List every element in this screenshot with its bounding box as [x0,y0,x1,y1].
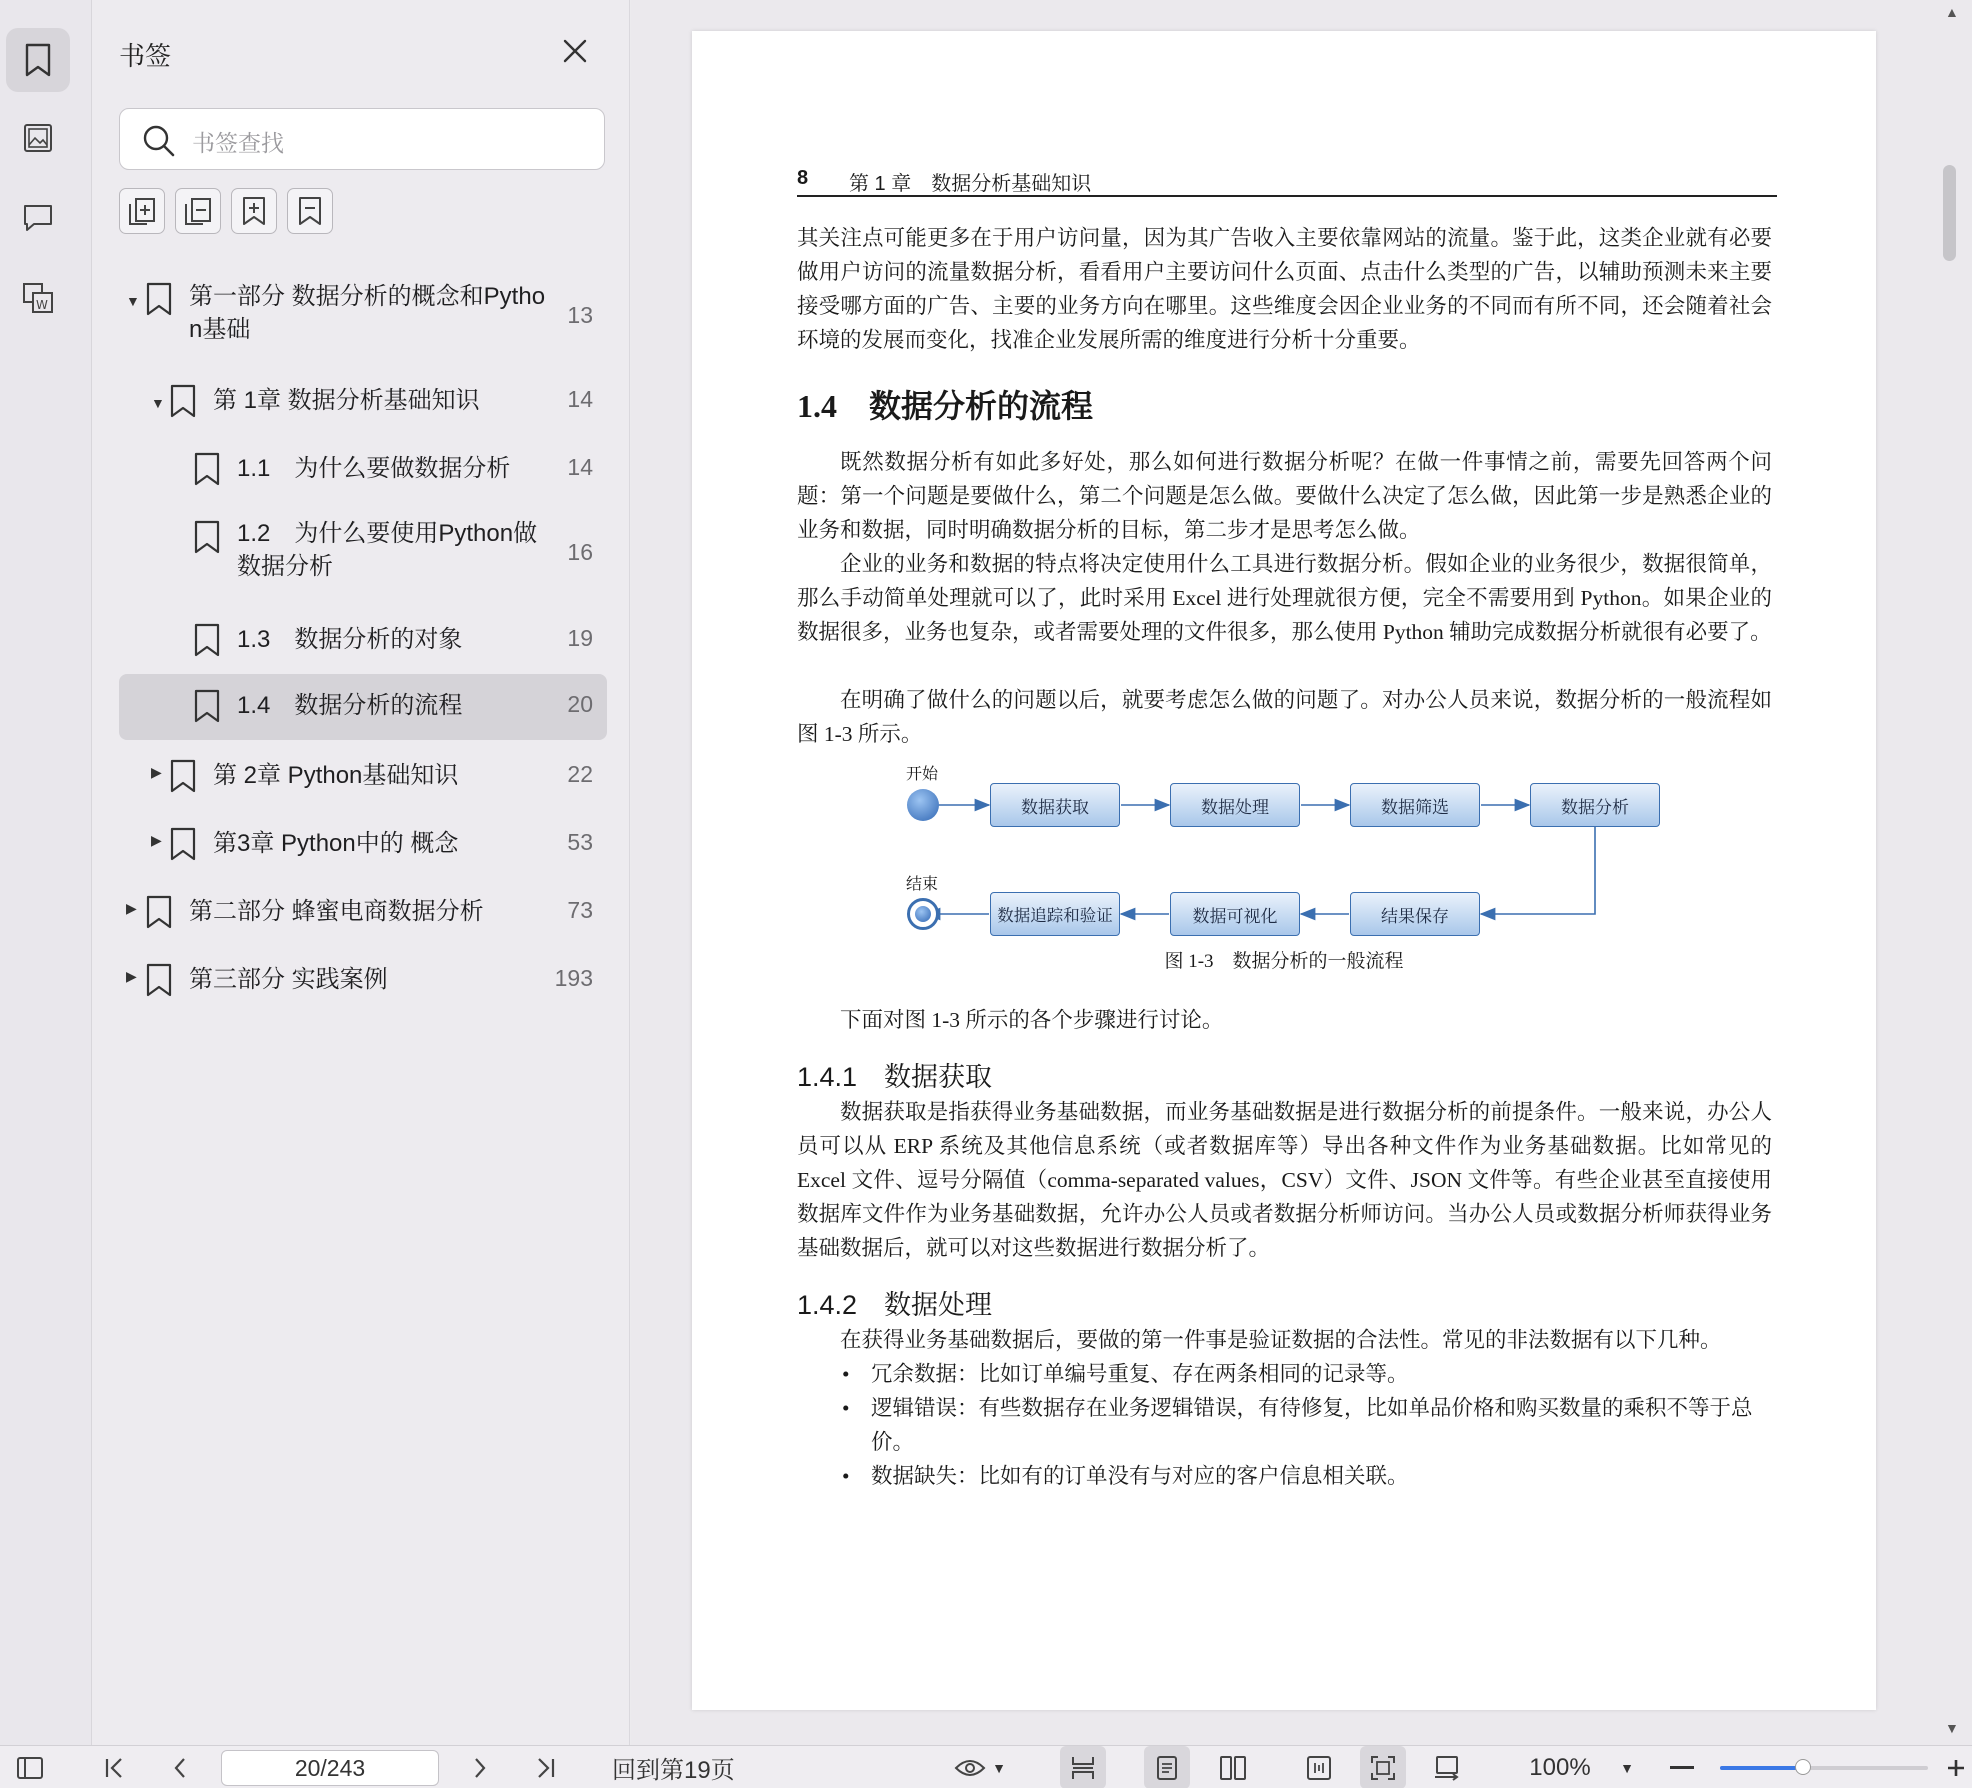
chevron-right-icon[interactable]: ▶ [151,832,162,848]
bookmark-add-icon [239,196,269,226]
sidebar-rail [0,0,92,1745]
flow-start-label: 开始 [906,766,939,783]
bottom-toolbar [0,1745,1972,1788]
bookmark-icon [193,689,221,723]
list-item-text: 逻辑错误：有些数据存在业务逻辑错误，有待修复，比如单品价格和购买数量的乘积不等于总价。 [871,1396,1753,1454]
paragraph: 数据获取是指获得业务基础数据，而业务基础数据是进行数据分析的前提条件。一般来说，办公人员可以从 ERP 系统及其他信息系统（或者数据库等）导出各种文件作为业务基础数据。比如常见的 Excel 文件、逗号分隔值（comma-separated values，CSV）文件、JSON 文件等。有些企业甚至直接使用数据库文件作为业务基础数据，允许办公人员或者数据分析师访问。当办公人员或数据分析师获得业务基础数据后，就可以对这些数据进行数据分析了。 [797,1100,1772,1260]
zoom-in-button[interactable] [1944,1746,1968,1788]
bookmark-page: 13 [567,302,593,328]
document-page: 8 第 1 章 数据分析基础知识 其关注点可能更多在于用户访问量，因为其广告收入主要依靠网站的流量。鉴于此，这类企业就有必要做用户访问的流量数据分析，看看用户主要访问什么页面、点击什么类型的广告，以辅助预测未来主要接受哪方面的广告、主要的业务方向在哪里。这些维度会因企业业务的不同而有所不同，还会随着社会环境的发展而变化，找准企业发展所需的维度进行分析十分重要。 1.4 数据分析的流程 既然数据分析有如此多好处，那么如何进行数据分析呢？在做一件事情之前，需要先回答两个问题：第一个问题是要做什么，第二个问题是怎么做。要做什么决定了怎么做，因此第一步是熟悉企业的业务和数据，同时明确数据分析的目标，第二步才是思考怎么做。 企业的业务和数据的特点将决定使用什么工具进行数据分析。假如企业的业务很少，数据很简单，那么手动简单处理就可以了，此时采用 Excel 进行处理就很方便，完全不需要用到 Python。如果企业的数据很多，业务也复杂，或者需要处理的文件很多，那么使用 Python 辅助完成数据分析就很有必要了。 在明确了做什么的问题以后，就要考虑怎么做的问题了。对办公人员来说，数据分析的一般流程如图 1-3 所示。 开始 数据获取 数据处理 数据筛选 数据分析 结束 数据追踪和验证 数据可视化 结果保存 图 1-3 数据分析的一般流程 下面对图 1-3 所示的各个步骤进行讨论。 1.4.1 数据获取 数据获取是指获得业务基础数据，而业务基础数据是进行数据分析的前提条件。一般来说，办公人员可以从 ERP 系统及其他信息系统（或者数据库等）导出各种文件作为业务基础数据。比如常见的 Excel 文件、逗号分隔值（comma-separated values，CSV）文件、JSON 文件等。有些企业甚至直接使用数据库文件作为业务基础数据，允许办公人员或者数据分析师访问。当办公人员或数据分析师获得业务基础数据后，就可以对这些数据进行数据分析了。 1.4.2 数据处理 在获得业务基础数据后，要做的第一件事是验证数据的合法性。常见的非法数据有以下几种。 • 冗余数据：比如订单编号重复、存在两条相同的记录等。 • 逻辑错误：有些数据存在业务逻辑错误，有待修复，比如单品价格和购买数量的乘积不等于总价。 • 数据缺失：比如有的订单没有与对应的客户信息相关联。 [692,31,1876,1710]
flow-step: 数据分析 [1530,783,1660,827]
chevron-right-icon[interactable]: ▶ [126,968,137,984]
search-placeholder: 书签查找 [192,130,284,156]
remove-bookmark-button[interactable] [287,188,333,234]
close-icon [560,36,590,66]
search-icon [142,124,176,158]
bookmark-page: 73 [567,897,593,923]
zoom-slider[interactable] [1720,1766,1928,1770]
bookmark-page: 20 [567,691,593,717]
svg-text:W: W [36,298,48,312]
chevron-down-icon: ▼ [992,1759,1006,1776]
bookmark-icon [145,282,173,316]
expand-all-button[interactable] [119,188,165,234]
next-page-button[interactable] [460,1746,500,1788]
thumbnail-panel-button[interactable] [6,106,70,170]
bookmark-label: 第3章 Python中的 概念 [213,830,459,857]
bookmark-label: 数据分析 [237,553,333,580]
subsection-heading: 1.4.1 数据获取 [797,1062,993,1092]
zoom-slider-thumb[interactable] [1795,1759,1811,1775]
flow-step: 数据处理 [1170,783,1300,827]
bookmark-icon [193,452,221,486]
chevron-down-icon[interactable]: ▼ [1620,1759,1634,1776]
bookmark-panel [92,0,630,1745]
annotation-panel-button[interactable] [6,186,70,250]
bookmark-page: 53 [567,829,593,855]
bookmark-page: 16 [567,539,593,565]
list-item-text: 冗余数据：比如订单编号重复、存在两条相同的记录等。 [871,1362,1409,1386]
bookmark-item-chapter2[interactable] [119,756,607,822]
bookmark-item-part1[interactable] [119,280,607,350]
bookmark-label: 第一部分 数据分析的概念和Pytho [189,283,546,310]
flow-start-node [907,789,939,821]
bookmark-item-1-1[interactable] [119,449,607,515]
scroll-up-icon[interactable]: ▲ [1945,4,1959,20]
bookmark-item-1-2[interactable] [119,517,607,589]
bookmark-label: 1.3 数据分析的对象 [237,626,463,653]
bookmark-label: 第 1章 数据分析基础知识 [213,387,480,414]
view-mode-button[interactable] [950,1746,1010,1788]
paragraph: 在明确了做什么的问题以后，就要考虑怎么做的问题了。对办公人员来说，数据分析的一般流程如图 1-3 所示。 [797,688,1772,746]
bookmark-label: 1.4 数据分析的流程 [237,692,463,719]
list-item-text: 数据缺失：比如有的订单没有与对应的客户信息相关联。 [871,1464,1409,1488]
collapse-icon [183,196,213,226]
chevron-right-icon [472,1756,488,1780]
comment-icon [22,203,54,233]
bookmark-label: 1.2 为什么要使用Python做 [237,520,538,547]
bookmark-label: 1.1 为什么要做数据分析 [237,455,511,482]
fit-width-button[interactable] [1296,1746,1342,1788]
bookmark-item-chapter3[interactable] [119,824,607,890]
paragraph: 既然数据分析有如此多好处，那么如何进行数据分析呢？在做一件事情之前，需要先回答两个问题：第一个问题是要做什么，第二个问题是怎么做。要做什么决定了怎么做，因此第一步是熟悉企业的业务和数据，同时明确数据分析的目标，第二步才是思考怎么做。 [797,450,1772,542]
subsection-heading: 1.4.2 数据处理 [797,1290,993,1320]
chevron-left-icon [172,1756,188,1780]
single-page-icon [1156,1755,1178,1781]
panel-title: 书签 [119,41,172,71]
add-bookmark-button[interactable] [231,188,277,234]
sidebar-toggle-icon [16,1756,44,1780]
previous-page-button[interactable] [160,1746,200,1788]
convert-panel-button[interactable] [6,266,70,330]
two-page-icon [1219,1755,1247,1781]
expand-icon [127,196,157,226]
bookmark-item-part3[interactable] [119,960,607,1026]
chevron-down-icon[interactable]: ▼ [151,395,165,411]
bookmark-icon [193,623,221,657]
paragraph: 其关注点可能更多在于用户访问量，因为其广告收入主要依靠网站的流量。鉴于此，这类企业就有必要做用户访问的流量数据分析，看看用户主要访问什么页面、点击什么类型的广告，以辅助预测未来主要接受哪方面的广告、主要的业务方向在哪里。这些维度会因企业业务的不同而有所不同，还会随着社会环境的发展而变化，找准企业发展所需的维度进行分析十分重要。 [797,226,1772,352]
chevron-right-icon[interactable]: ▶ [126,900,137,916]
toggle-sidebar-button[interactable] [10,1746,50,1788]
fit-width-icon [1306,1755,1332,1781]
bookmark-page: 22 [567,761,593,787]
header-chapter: 第 1 章 数据分析基础知识 [849,173,1092,195]
chevron-right-icon[interactable]: ▶ [151,764,162,780]
last-page-button[interactable] [525,1746,565,1788]
eye-icon [954,1757,986,1779]
flow-end-label: 结束 [906,876,939,893]
bookmark-search-input[interactable] [119,108,605,170]
flowchart-connectors [692,31,1876,1031]
collapse-all-button[interactable] [175,188,221,234]
flow-end-node [907,898,939,930]
chevron-down-icon[interactable]: ▼ [126,293,140,309]
bookmark-icon [145,963,173,997]
bookmark-label: n基础 [189,316,251,343]
zoom-slider-fill [1720,1766,1803,1770]
bookmark-page: 14 [567,454,593,480]
convert-to-word-icon [22,282,54,314]
flow-step: 数据追踪和验证 [990,892,1120,936]
bookmark-icon [169,827,197,861]
header-page-number: 8 [797,167,809,189]
bookmark-page: 14 [567,386,593,412]
bookmark-item-chapter1[interactable] [119,381,607,447]
paragraph: 在获得业务基础数据后，要做的第一件事是验证数据的合法性。常见的非法数据有以下几种。 [840,1328,1722,1352]
scroll-down-icon[interactable]: ▼ [1945,1720,1959,1736]
vertical-scrollbar[interactable] [1943,165,1956,261]
bookmark-remove-icon [295,196,325,226]
flow-step: 数据获取 [990,783,1120,827]
bookmark-panel-button[interactable] [6,28,70,92]
figure-caption: 图 1-3 数据分析的一般流程 [1164,951,1404,972]
bookmark-label: 第 2章 Python基础知识 [213,762,459,789]
zoom-out-button[interactable] [1664,1746,1700,1788]
section-heading: 1.4 数据分析的流程 [797,388,1094,424]
paragraph: 下面对图 1-3 所示的各个步骤进行讨论。 [840,1008,1224,1032]
bookmark-item-part2[interactable] [119,892,607,958]
bookmark-icon [193,520,221,554]
continuous-scroll-icon [1070,1755,1096,1781]
bookmark-label: 第二部分 蜂蜜电商数据分析 [189,898,484,925]
fit-page-button[interactable] [1360,1746,1406,1788]
bookmark-label: 第三部分 实践案例 [189,966,388,993]
bookmark-icon [145,895,173,929]
go-back-to-page-button[interactable]: 回到第19页 [612,1757,735,1784]
image-icon [23,123,53,153]
first-page-button[interactable] [95,1746,135,1788]
rotate-icon [1433,1755,1461,1781]
zoom-level[interactable]: 100% [1529,1753,1591,1781]
bookmark-icon [23,43,53,77]
bookmark-page: 193 [554,965,593,991]
bookmark-page: 19 [567,625,593,651]
bookmark-icon [169,759,197,793]
bookmark-item-1-4[interactable] [119,674,607,740]
flow-step: 结果保存 [1350,892,1480,936]
scroll-mode-button[interactable] [1060,1746,1106,1788]
fit-page-icon [1370,1755,1396,1781]
last-page-icon [534,1756,556,1780]
bookmark-icon [169,384,197,418]
first-page-icon [104,1756,126,1780]
flow-step: 数据可视化 [1170,892,1300,936]
two-page-button[interactable] [1210,1746,1256,1788]
minus-icon [1670,1766,1694,1770]
page-number-input[interactable]: 20/243 [221,1750,439,1786]
paragraph: 企业的业务和数据的特点将决定使用什么工具进行数据分析。假如企业的业务很少，数据很简单，那么手动简单处理就可以了，此时采用 Excel 进行处理就很方便，完全不需要用到 Python。如果企业的数据很多，业务也复杂，或者需要处理的文件很多，那么使用 Python 辅助完成数据分析就很有必要了。 [797,552,1772,644]
single-page-button[interactable] [1144,1746,1190,1788]
flow-step: 数据筛选 [1350,783,1480,827]
close-panel-button[interactable] [560,36,590,66]
rotate-button[interactable] [1424,1746,1470,1788]
plus-icon [1946,1758,1966,1778]
